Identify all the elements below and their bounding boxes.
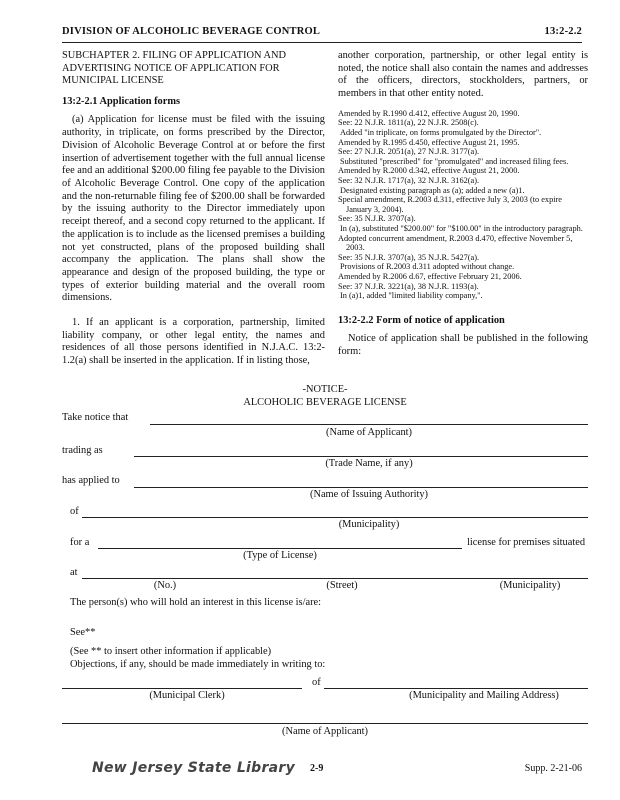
caption-municipality: (Municipality) xyxy=(338,519,400,530)
label-at: at xyxy=(70,567,78,578)
label-persons-interest: The person(s) who will hold an interest in this license is/are: xyxy=(70,597,322,608)
history-note: See: 35 N.J.R. 3707(a). xyxy=(338,214,416,224)
header-division-title: DIVISION OF ALCOHOLIC BEVERAGE CONTROL xyxy=(62,26,321,37)
history-note: See: 37 N.J.R. 3221(a), 38 N.J.R. 1193(a). xyxy=(338,281,479,291)
history-note: See: 22 N.J.R. 1811(a), 22 N.J.R. 2508(c). xyxy=(338,118,479,128)
label-license-premises: license for premises situated xyxy=(467,537,586,548)
history-note: Amended by R.1995 d.450, effective August 21, 1995. xyxy=(338,137,520,147)
type-of-license-line xyxy=(98,548,462,549)
history-note: Amended by R.2006 d.67, effective February 21, 2006. xyxy=(338,271,522,281)
history-note: Added "in triplicate, on forms promulgated by the Director". xyxy=(340,128,542,137)
history-note: In (a), substituted "$200.00" for "$100.00" in the introductory paragraph. xyxy=(340,223,583,233)
history-note: See: 32 N.J.R. 1717(a), 32 N.J.R. 3162(a). xyxy=(338,175,480,185)
header-section-number: 13:2-2.2 xyxy=(544,26,582,37)
applicant-name-line xyxy=(150,424,588,425)
label-trading-as: trading as xyxy=(62,445,103,456)
library-logo: New Jersey State Library xyxy=(92,760,296,776)
issuing-authority-line xyxy=(134,487,588,488)
history-note: In (a)1, added "limited liability company,". xyxy=(340,291,483,301)
caption-number: (No.) xyxy=(153,580,177,591)
history-note: Designated existing paragraph as (a); added a new (a)1. xyxy=(340,185,525,195)
history-note: Provisions of R.2003 d.311 adopted without change. xyxy=(340,262,515,272)
right-column xyxy=(338,50,588,359)
caption-street: (Street) xyxy=(326,580,358,591)
history-note: See: 27 N.J.R. 2051(a), 27 N.J.R. 3177(a). xyxy=(338,147,480,157)
history-note: Substituted "prescribed" for "promulgated" and increased filing fees. xyxy=(340,156,569,166)
page-number: 2-9 xyxy=(310,763,324,774)
caption-applicant-2: (Name of Applicant) xyxy=(282,726,368,737)
history-note: Special amendment, R.2003 d.311, effective July 3, 2003 (to expire January 3, 2004). xyxy=(338,195,562,214)
paragraph-continued: another corporation, partnership, or other legal entity is noted, the notice shall also contain the names and addresses of the officers, directors, stockholders, partners, or members in that other entity noted. xyxy=(338,50,588,100)
caption-trade-name: (Trade Name, if any) xyxy=(325,458,413,469)
applicant-name-line-2 xyxy=(62,723,588,724)
caption-type-of-license: (Type of License) xyxy=(243,550,317,561)
trade-name-line xyxy=(134,456,588,457)
label-of-2: of xyxy=(312,677,321,688)
municipal-clerk-line xyxy=(62,688,302,689)
label-for-a: for a xyxy=(70,537,90,548)
form-title-notice: -NOTICE- xyxy=(302,384,348,395)
caption-applicant: (Name of Applicant) xyxy=(326,427,412,438)
caption-municipality-2: (Municipality) xyxy=(499,580,561,591)
left-column xyxy=(62,50,325,368)
municipality-line xyxy=(82,517,588,518)
caption-issuing-authority: (Name of Issuing Authority) xyxy=(309,489,429,500)
mailing-address-line xyxy=(324,688,588,689)
label-see-note: (See ** to insert other information if applicable) xyxy=(70,646,272,657)
paragraph-notice-form: Notice of application shall be published in the following form: xyxy=(338,333,588,358)
premises-address-line xyxy=(82,578,588,579)
running-header xyxy=(62,26,582,42)
section-heading-2-2: 13:2-2.2 Form of notice of application xyxy=(338,314,505,326)
caption-municipal-clerk: (Municipal Clerk) xyxy=(149,690,225,701)
history-notes xyxy=(338,109,588,301)
history-note: See: 35 N.J.R. 3707(a), 35 N.J.R. 5427(a). xyxy=(338,252,480,262)
form-title-license: ALCOHOLIC BEVERAGE LICENSE xyxy=(243,397,407,408)
history-note: Amended by R.1990 d.412, effective August 20, 1990. xyxy=(338,108,520,118)
paragraph-a: (a) Application for license must be filed with the issuing authority, in triplicate, on forms prescribed by the Director, Division of Alcoholic Beverage Control at or before the first insertion of advertisement together with the full annual license fee and an additional $200.00 filing fee payable to the Division of Alcoholic Beverage Control. One copy of the application and the non-returnable filing fee of $200.00 shall be forwarded by the issuing authority to the Director immediately upon receipt thereof, and a second copy returned to the applicant. If the application is to include as the licensed premises a building not yet constructed, plans of the proposed building shall accompany the application. The plans shall show the appearance and design of the proposed building, the type or types of exterior building material and the overall room dimensions. xyxy=(62,114,325,304)
label-objections: Objections, if any, should be made immediately in writing to: xyxy=(70,659,326,670)
label-see: See** xyxy=(70,627,96,638)
supplement-date: Supp. 2-21-06 xyxy=(524,763,582,774)
label-has-applied: has applied to xyxy=(62,475,120,486)
paragraph-a1: 1. If an applicant is a corporation, partnership, limited liability company, or other legal entity, the names and residences of all those persons identified in N.J.A.C. 13:2-1.2(a) shall be inserted in the application. If in listing those, xyxy=(62,317,325,367)
caption-mailing-address: (Municipality and Mailing Address) xyxy=(409,690,559,701)
section-heading-2-1: 13:2-2.1 Application forms xyxy=(62,95,181,107)
history-note: Amended by R.2000 d.342, effective August 21, 2000. xyxy=(338,166,520,176)
history-note: Adopted concurrent amendment, R.2003 d.470, effective November 5, 2003. xyxy=(338,233,573,253)
subchapter-heading: SUBCHAPTER 2. FILING OF APPLICATION AND ADVERTISING NOTICE OF APPLICATION FOR MUNICIPAL LICENSE xyxy=(62,50,287,87)
label-take-notice: Take notice that xyxy=(62,412,129,423)
header-rule xyxy=(62,42,582,43)
label-of: of xyxy=(70,506,79,517)
